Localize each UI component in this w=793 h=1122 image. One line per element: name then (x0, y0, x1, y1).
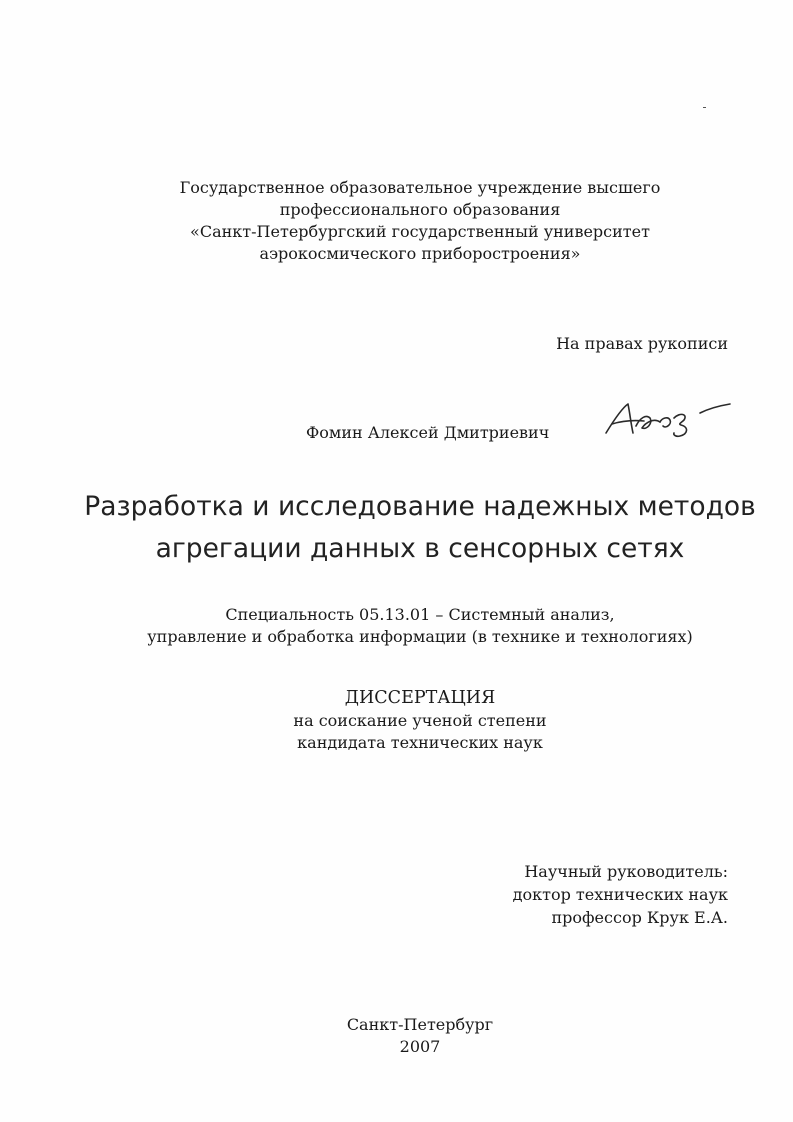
institution-name (100, 177, 740, 265)
specialty (100, 604, 740, 648)
dissertation-title (60, 486, 780, 570)
supervisor-line-3: профессор Крук Е.А. (551, 908, 728, 927)
specialty-line-2: управление и обработка информации (в технике и технологиях) (147, 627, 693, 646)
rights-note: На правах рукописи (556, 334, 728, 353)
title-line-2: агрегации данных в сенсорных сетях (155, 533, 685, 564)
author-name: Фомин Алексей Дмитриевич (306, 423, 550, 442)
title-line-1: Разработка и исследование надежных методов (84, 491, 756, 522)
author-signature (600, 396, 735, 440)
year: 2007 (399, 1037, 441, 1056)
city-year (100, 1014, 740, 1058)
institution-line-1: Государственное образовательное учреждение высшего (179, 178, 661, 197)
specialty-line-1: Специальность 05.13.01 – Системный анализ, (225, 605, 615, 624)
city: Санкт-Петербург (346, 1015, 494, 1034)
supervisor-line-1: Научный руководитель: (524, 862, 728, 881)
institution-line-2: профессионального образования (279, 200, 561, 219)
supervisor-line-2: доктор технических наук (512, 885, 728, 904)
institution-line-3: «Санкт-Петербургский государственный университет (190, 222, 650, 241)
scan-speck (703, 107, 706, 108)
dissertation-heading: ДИССЕРТАЦИЯ (344, 688, 496, 708)
supervisor (513, 860, 728, 929)
degree-line-2: кандидата технических наук (297, 733, 543, 752)
degree-line-1: на соискание ученой степени (293, 711, 547, 730)
dissertation-block (100, 686, 740, 754)
institution-line-4: аэрокосмического приборостроения» (259, 244, 581, 263)
